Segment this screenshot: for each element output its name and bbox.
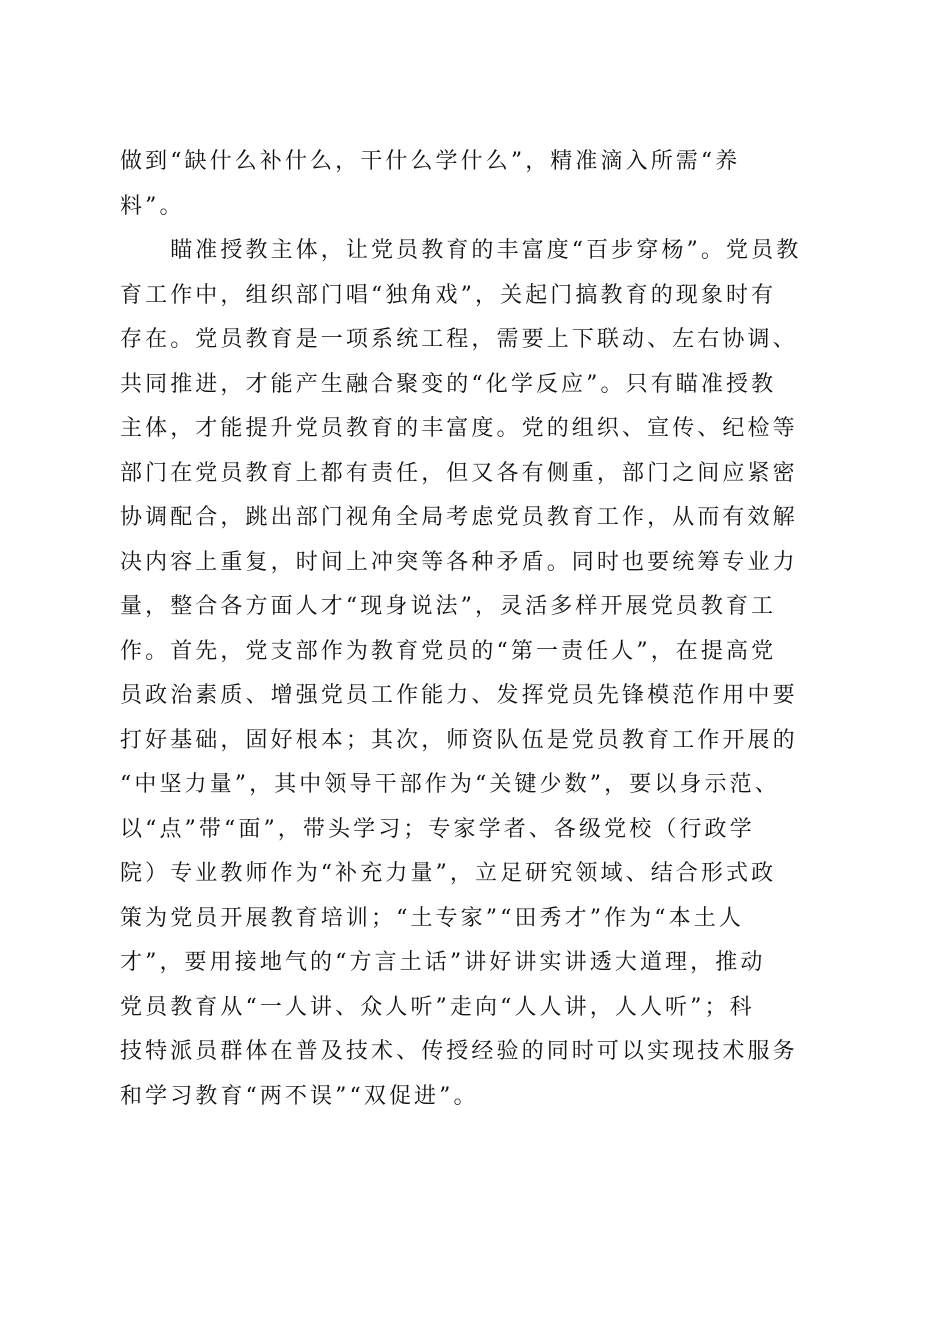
body-text: [120, 140, 840, 1119]
text-line: 院）专业教师作为“补充力量”，立足研究领域、结合形式政: [120, 861, 777, 886]
text-line: 以“点”带“面”，带头学习；专家学者、各级党校（行政学: [120, 816, 755, 842]
text-line: 决内容上重复，时间上冲突等各种矛盾。同时也要统筹专业力: [120, 549, 798, 575]
text-line: 部门在党员教育上都有责任，但又各有侧重，部门之间应紧密: [120, 460, 798, 486]
text-line: 才”，要用接地气的“方言土话”讲好讲实讲透大道理，推动: [120, 950, 766, 975]
text-line: 料”。: [120, 193, 185, 219]
paragraph-start-line: 瞄准授教主体，让党员教育的丰富度“百步穿杨”。党员教: [120, 238, 802, 263]
text-line: 量，整合各方面人才“现身说法”，灵活多样开展党员教育工: [120, 594, 777, 619]
text-line: 育工作中，组织部门唱“独角戏”，关起门搞教育的现象时有: [120, 282, 777, 308]
text-line: 员政治素质、增强党员工作能力、发挥党员先锋模范作用中要: [120, 683, 798, 708]
text-line: 存在。党员教育是一项系统工程，需要上下联动、左右协调、: [120, 327, 798, 352]
text-line: “中坚力量”，其中领导干部作为“关键少数”，要以身示范、: [120, 772, 780, 797]
text-line: 做到“缺什么补什么，干什么学什么”，精准滴入所需“养: [120, 149, 741, 174]
text-line: 策为党员开展教育培训；“土专家”“田秀才”作为“本土人: [120, 905, 744, 931]
text-line: 协调配合，跳出部门视角全局考虑党员教育工作，从而有效解: [120, 505, 798, 530]
text-line: 党员教育从“一人讲、众人听”走向“人人讲，人人听”；科: [120, 994, 755, 1020]
text-line: 和学习教育“两不误”“双促进”。: [120, 1083, 479, 1109]
text-line: 技特派员群体在普及技术、传授经验的同时可以实现技术服务: [120, 1039, 798, 1064]
text-line: 打好基础，固好根本；其次，师资队伍是党员教育工作开展的: [120, 727, 798, 753]
text-line: 作。首先，党支部作为教育党员的“第一责任人”，在提高党: [120, 638, 777, 664]
text-line: 共同推进，才能产生融合聚变的“化学反应”。只有瞄准授教: [120, 371, 777, 397]
text-line: 主体，才能提升党员教育的丰富度。党的组织、宣传、纪检等: [120, 416, 798, 441]
